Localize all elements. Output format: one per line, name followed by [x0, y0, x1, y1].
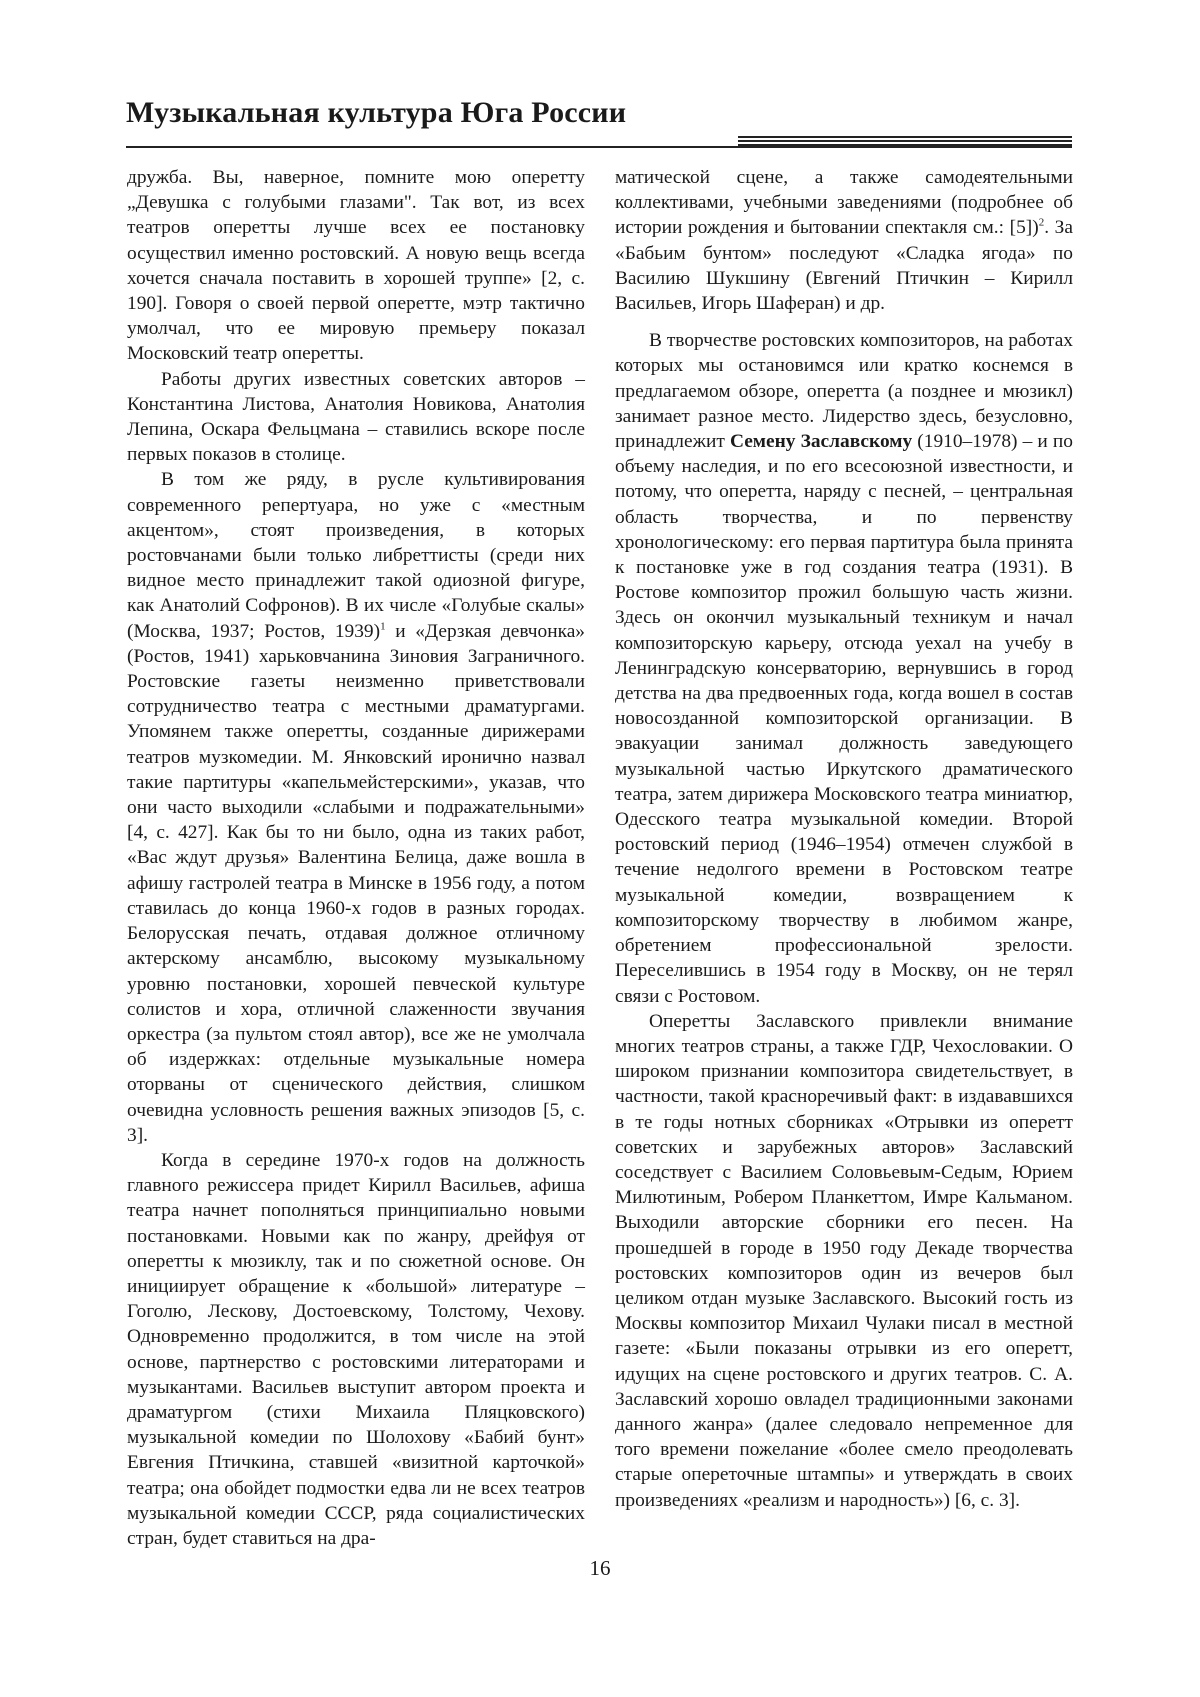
header-rule-stack	[738, 136, 1072, 148]
right-column	[615, 165, 1073, 1513]
header-rule-line	[738, 140, 1072, 142]
paragraph-text: . За «Бабьим бунтом» последуют «Сладка ягода» по Василию Шукшину (Евгений Птичкин – Кирилл Васильев, Игорь Шаферан) и др.	[615, 217, 1073, 315]
header-rule-line	[738, 144, 1072, 146]
paragraph-text: (1910–1978) – и по объему наследия, и по его всесоюзной известности, и потому, что оперетта, наряду с песней, – центральная область творчества, и по первенству хронологическому: его первая партитура была принята к постановке уже в год создания театра (1931). В Ростове композитор прожил большую часть жизни. Здесь он окончил музыкальный техникум и начал композиторскую карьеру, отсюда уехал на учебу в Ленинградскую консерваторию, вернувшись в город детства на два предвоенных года, когда вошел в состав новосозданной композиторской организации. В эвакуации занимал должность заведующего музыкальной частью Иркутского драматического театра, затем дирижера Московского театра миниатюр, Одесского театра музыкальной комедии. Второй ростовский период (1946–1954) отмечен службой в течение недолгого времени в Ростовском театре музыкальной комедии, возвращением к композиторскому творчеству в любимом жанре, обретением профессиональной зрелости. Переселившись в 1954 году в Москву, он не терял связи с Ростовом.	[615, 431, 1073, 1007]
composer-name: Семену Заславскому	[729, 431, 913, 453]
left-column	[127, 165, 585, 1551]
paragraph: Работы других известных советских авторов – Константина Листова, Анатолия Новикова, Анатолия Лепина, Оскара Фельцмана – ставились вскоре после первых показов в столице.	[127, 368, 585, 466]
footnote-marker: 1	[380, 620, 386, 633]
paragraph	[615, 165, 1073, 316]
paragraph: Оперетты Заславского привлекли внимание многих театров страны, а также ГДР, Чехословакии. О широком признании композитора свидетельствует, в частности, такой красноречивый факт: в издававшихся в те годы нотных сборниках «Отрывки из оперетт советских и зарубежных авторов» Заславский соседствует с Василием Соловьевым-Седым, Юрием Милютиным, Робером Планкеттом, Имре Кальманом. Выходили авторские сборники его песен. На прошедшей в городе в 1950 году Декаде творчества ростовских композиторов один из вечеров был целиком отдан музыке Заславского. Высокий гость из Москвы композитор Михаил Чулаки писал в местной газете: «Были показаны отрывки из его оперетт, идущих на сцене ростовского и других театров. С. А. Заславский хорошо овладел традиционными законами данного жанра» (далее следовало непременное для того времени пожелание «более смело преодолевать старые опереточные штампы» и утверждать в своих произведениях «реализм и народность») [6, с. 3].	[615, 1010, 1073, 1511]
paragraph-text: В творчестве ростовских композиторов, на работах которых мы остановимся или кратко коснемся в предлагаемом обзоре, оперетта (а позднее и мюзикл) занимает разное место. Лидерство здесь, безусловно, принадлежит	[615, 330, 1073, 453]
paragraph-text: матической сцене, а также самодеятельными коллективами, учебными заведениями (подробнее об истории рождения и бытовании спектакля см.: [5])	[615, 167, 1073, 239]
paragraph: дружба. Вы, наверное, помните мою оперетту „Девушка с голубыми глазами". Так вот, из всех театров оперетты лучше всех ее постановку осуществил именно ростовский. А новую вещь всегда хочется сначала поставить в хорошей труппе» [2, с. 190]. Говоря о своей первой оперетте, мэтр тактично умолчал, что ее мировую премьеру показал Московский театр оперетты.	[127, 167, 585, 365]
header-rule-line	[738, 136, 1072, 138]
paragraph: Когда в середине 1970-х годов на должность главного режиссера придет Кирилл Васильев, афиша театра начнет пополняться принципиально новыми постановками. Новыми как по жанру, дрейфуя от оперетты к мюзиклу, так и по сюжетной основе. Он инициирует обращение к «большой» литературе – Гоголю, Лескову, Достоевскому, Толстому, Чехову. Одновременно продолжится, в том числе на этой основе, партнерство с ростовскими литераторами и музыкантами. Васильев выступит автором проекта и драматургом (стихи Михаила Пляцковского) музыкальной комедии по Шолохову «Бабий бунт» Евгения Птичкина, ставшей «визитной карточкой» театра; она обойдет подмостки едва ли не всех театров музыкальной комедии СССР, ряда социалистических стран, будет ставиться на дра-	[127, 1149, 585, 1549]
running-title: Музыкальная культура Юга России	[126, 96, 627, 129]
paragraph-text: В том же ряду, в русле культивирования современного репертуара, но уже с «местным акцентом», стоят произведения, в которых ростовчанами были только либреттисты (среди них видное место принадлежит такой одиозной фигуре, как Анатолий Софронов). В их числе «Голубые скалы» (Москва, 1937; Ростов, 1939)	[127, 469, 585, 642]
paragraph-text: и «Дерзкая девчонка» (Ростов, 1941) харьковчанина Зиновия Заграничного. Ростовские газеты неизменно приветствовали сотрудничество театра с местными драматургами. Упомянем также оперетты, созданные дирижерами театров музкомедии. М. Янковский иронично назвал такие партитуры «капельмейстерскими», указав, что они часто выходили «слабыми и подражательными» [4, с. 427]. Как бы то ни было, одна из таких работ, «Вас ждут друзья» Валентина Белица, даже вошла в афишу гастролей театра в Минске в 1956 году, а потом ставилась до конца 1960-х годов в разных городах. Белорусская печать, отдавая должное отличному актерскому ансамблю, высокому музыкальному уровню постановки, хорошей певческой культуре солистов и хора, отличной слаженности звучания оркестра (за пультом стоял автор), все же не умолчала об издержках: отдельные музыкальные номера оторваны от сценического действия, слишком очевидна условность решения важных эпизодов [5, с. 3].	[127, 620, 585, 1146]
footnote-marker: 2	[1038, 216, 1045, 229]
page-number: 16	[589, 1556, 611, 1580]
paragraph	[615, 328, 1073, 1008]
paragraph	[127, 467, 585, 1147]
